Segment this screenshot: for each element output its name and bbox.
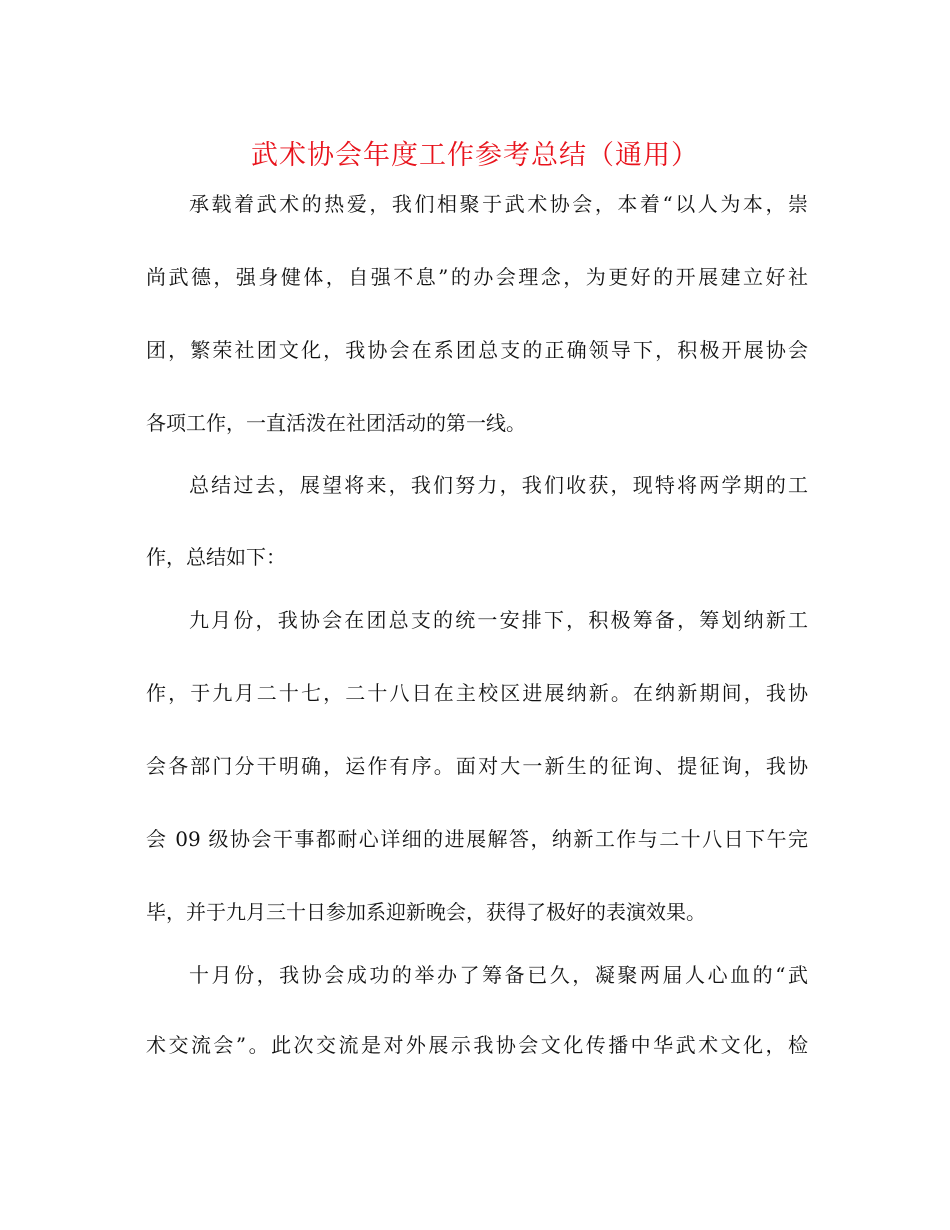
paragraph-line: 作，于九月二十七，二十八日在主校区进展纳新。在纳新期间，我协: [146, 681, 808, 705]
paragraph-line: 九月份，我协会在团总支的统一安排下，积极筹备，筹划纳新工: [189, 608, 808, 632]
paragraph-line: 作，总结如下：: [146, 545, 286, 569]
paragraph-line: 十月份，我协会成功的举办了筹备已久，凝聚两届人心血的“武: [189, 963, 808, 987]
paragraph-line: 会各部门分干明确，运作有序。面对大一新生的征询、提征询，我协: [146, 754, 808, 778]
paragraph-line: 毕，并于九月三十日参加系迎新晚会，获得了极好的表演效果。: [146, 900, 706, 924]
paragraph-line: 术交流会”。此次交流是对外展示我协会文化传播中华武术文化，检: [146, 1033, 808, 1057]
document-title: 武术协会年度工作参考总结（通用）: [251, 140, 699, 171]
paragraph-line: 各项工作，一直活泼在社团活动的第一线。: [146, 411, 526, 435]
paragraph-line: 团，繁荣社团文化，我协会在系团总支的正确领导下，积极开展协会: [146, 338, 808, 362]
paragraph-line: 尚武德，强身健体，自强不息”的办会理念，为更好的开展建立好社: [146, 265, 808, 289]
paragraph-line: 会 09 级协会干事都耐心详细的进展解答，纳新工作与二十八日下午完: [146, 827, 808, 851]
paragraph-line: 承载着武术的热爱，我们相聚于武术协会，本着“以人为本，崇: [189, 192, 808, 216]
paragraph-line: 总结过去，展望将来，我们努力，我们收获，现特将两学期的工: [189, 473, 808, 497]
